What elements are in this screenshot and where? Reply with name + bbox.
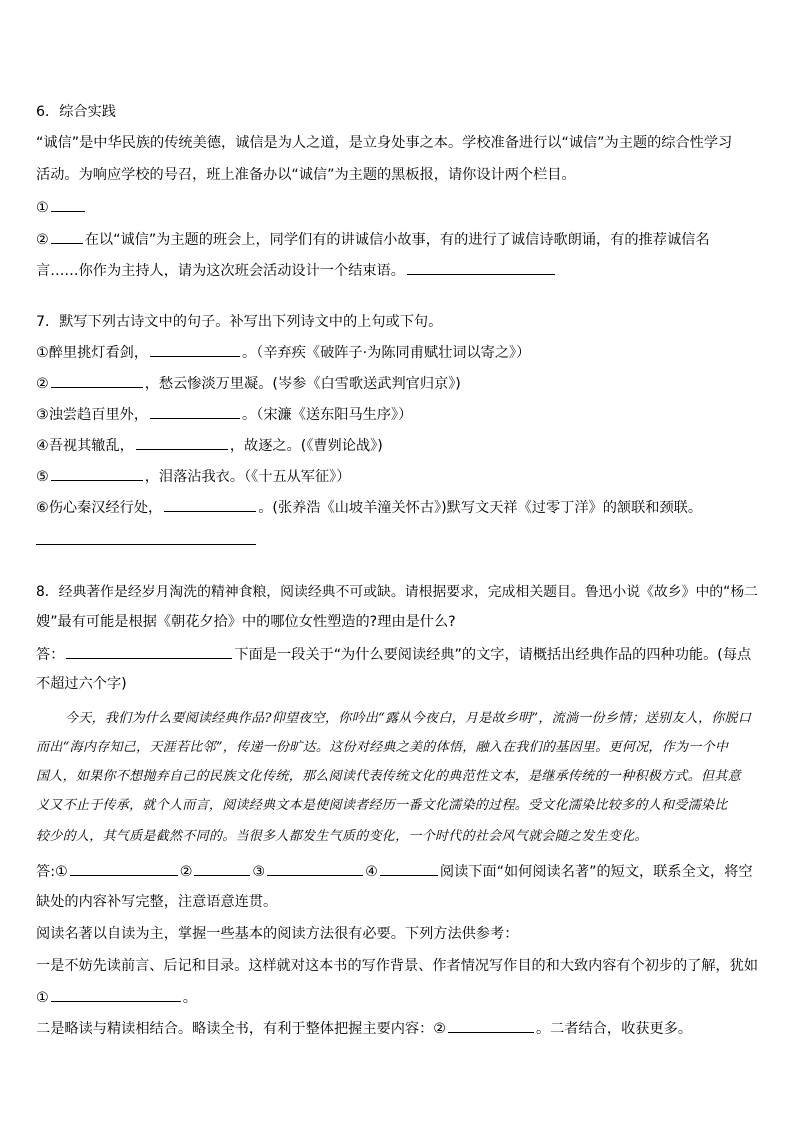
reading-passage: 较少的人，其气质是截然不同的。当很多人都发生气质的变化，一个时代的社会风气就会随之发生变化。 xyxy=(36,829,648,844)
line-text: ，故逐之。(《曹刿论战》) xyxy=(229,438,383,454)
answer-blank[interactable] xyxy=(66,644,232,659)
question-6-title: 6．综合实践 xyxy=(36,104,116,120)
answer-blank[interactable] xyxy=(51,987,181,1002)
answer-blank[interactable] xyxy=(70,861,178,876)
line-text: ③浊尝趋百里外， xyxy=(36,407,149,423)
question-8-blank-line xyxy=(36,987,197,1008)
answer-blank[interactable] xyxy=(51,197,85,212)
answer-blank[interactable] xyxy=(448,1018,534,1033)
question-8-paragraph: 缺处的内容补写完整，注意语意连贯。 xyxy=(36,894,278,910)
line-text: ①醉里挑灯看剑， xyxy=(36,345,149,361)
question-8-paragraph: 一是不妨先读前言、后记和目录。这样就对这本书的写作背景、作者情况写作目的和大致内容有个初步的了解，犹如 xyxy=(36,958,758,974)
item-text: 在以“诚信”为主题的班会上，同学们有的讲诚信小故事，有的进行了诚信诗歌朗诵，有的推荐诚信名 xyxy=(84,232,710,248)
question-8-paragraph: 嫂”最有可能是根据《朝花夕拾》中的哪位女性塑造的?理由是什么? xyxy=(36,614,456,630)
answer-marker: ③ xyxy=(252,864,266,880)
question-6-paragraph: 活动。为响应学校的号召，班上准备办以“诚信”为主题的黑板报，请你设计两个栏目。 xyxy=(36,167,576,183)
question-8-paragraph: 阅读名著以自读为主，掌握一些基本的阅读方法很有必要。下列方法供参考： xyxy=(36,926,519,942)
question-6-item-1 xyxy=(36,197,87,218)
poem-line-4 xyxy=(36,435,383,456)
answer-blank[interactable] xyxy=(164,497,256,512)
paragraph-text: 二是略读与精读相结合。略读全书，有利于整体把握主要内容：② xyxy=(36,1021,446,1037)
poem-line-1 xyxy=(36,342,530,363)
answer-label: 答:① xyxy=(36,864,68,880)
answer-blank[interactable] xyxy=(267,861,363,876)
paragraph-text: 。 xyxy=(182,990,197,1006)
answer-blank[interactable] xyxy=(380,861,438,876)
poem-line-2 xyxy=(36,373,461,394)
poem-line-5 xyxy=(36,466,350,487)
question-8-answers xyxy=(36,861,753,882)
line-text: ⑤ xyxy=(36,469,49,485)
question-8-paragraph: 不超过六个字) xyxy=(36,676,127,692)
item-marker: ② xyxy=(36,232,49,248)
reading-passage: 国人，如果你不想抛弃自己的民族文化传统，那么阅读代表传统文化的典范性文本，是继承传统的一种积极方式。但其意 xyxy=(36,769,741,784)
answer-marker: ① xyxy=(36,990,49,1006)
poem-line-3 xyxy=(36,404,412,425)
answer-label: 答： xyxy=(36,647,65,663)
answer-blank[interactable] xyxy=(51,229,83,244)
question-8-paragraph: 8．经典著作是经岁月淘洗的精神食粮，阅读经典不可或缺。请根据要求，完成相关题目。鲁迅小说《故乡》中的“杨二 xyxy=(36,584,759,600)
line-text: 。(张养浩《山坡羊潼关怀古》)默写文天祥《过零丁洋》的颔联和颈联。 xyxy=(258,500,703,516)
reading-passage: 今天，我们为什么要阅读经典作品?仰望夜空，你吟出“露从今夜白，月是故乡明”，流淌一份乡情；送别友人，你脱口 xyxy=(65,711,752,726)
reading-passage: 义又不止于传承，就个人而言，阅读经典文本是使阅读者经历一番文化濡染的过程。受文化濡染比较多的人和受濡染比 xyxy=(36,798,728,813)
answer-line[interactable] xyxy=(36,544,256,545)
answer-blank[interactable] xyxy=(51,373,143,388)
answer-marker: ④ xyxy=(365,864,378,880)
question-6-item-2 xyxy=(36,229,710,250)
line-text: ，愁云惨淡万里凝。(岑参《白雪歌送武判官归京》) xyxy=(144,376,461,392)
answer-blank[interactable] xyxy=(407,260,555,275)
answer-blank[interactable] xyxy=(150,404,240,419)
answer-blank[interactable] xyxy=(194,861,250,876)
answer-blank[interactable] xyxy=(51,466,143,481)
question-6-paragraph xyxy=(36,260,557,281)
paragraph-text: 言……你作为主持人，请为这次班会活动设计一个结束语。 xyxy=(36,263,405,279)
question-8-answer-line xyxy=(36,644,751,665)
question-6-paragraph: “诚信”是中华民族的传统美德，诚信是为人之道，是立身处事之本。学校准备进行以“诚信”为主题的综合性学习 xyxy=(36,135,733,151)
line-text: ④吾视其辙乱， xyxy=(36,438,134,454)
poem-line-6 xyxy=(36,497,702,518)
answer-marker: ② xyxy=(179,864,193,880)
reading-passage: 而出“海内存知己，天涯若比邻”，传递一份旷达。这份对经典之美的体悟，融入在我们的基因里。更何况，作为一个中 xyxy=(36,740,729,755)
line-text: ② xyxy=(36,376,49,392)
line-text: 。（辛弃疾《破阵子·为陈同甫赋壮词以寄之》） xyxy=(242,345,531,361)
item-marker: ① xyxy=(36,200,49,216)
line-text: 。（宋濂《送东阳马生序》） xyxy=(242,407,413,423)
answer-blank[interactable] xyxy=(136,435,228,450)
question-8-paragraph xyxy=(36,1018,692,1039)
line-text: ⑥伤心秦汉经行处， xyxy=(36,500,163,516)
paragraph-text: 下面是一段关于“为什么要阅读经典”的文字，请概括出经典作品的四种功能。(每点 xyxy=(234,647,752,663)
line-text: ，泪落沾我衣。（《十五从军征》） xyxy=(144,469,351,485)
paragraph-text: 。二者结合，收获更多。 xyxy=(535,1021,693,1037)
answer-blank[interactable] xyxy=(150,342,240,357)
paragraph-text: 阅读下面“如何阅读名著”的短文，联系全文，将空 xyxy=(439,864,753,880)
question-7-title: 7．默写下列古诗文中的句子。补写出下列诗文中的上句或下句。 xyxy=(36,314,443,330)
